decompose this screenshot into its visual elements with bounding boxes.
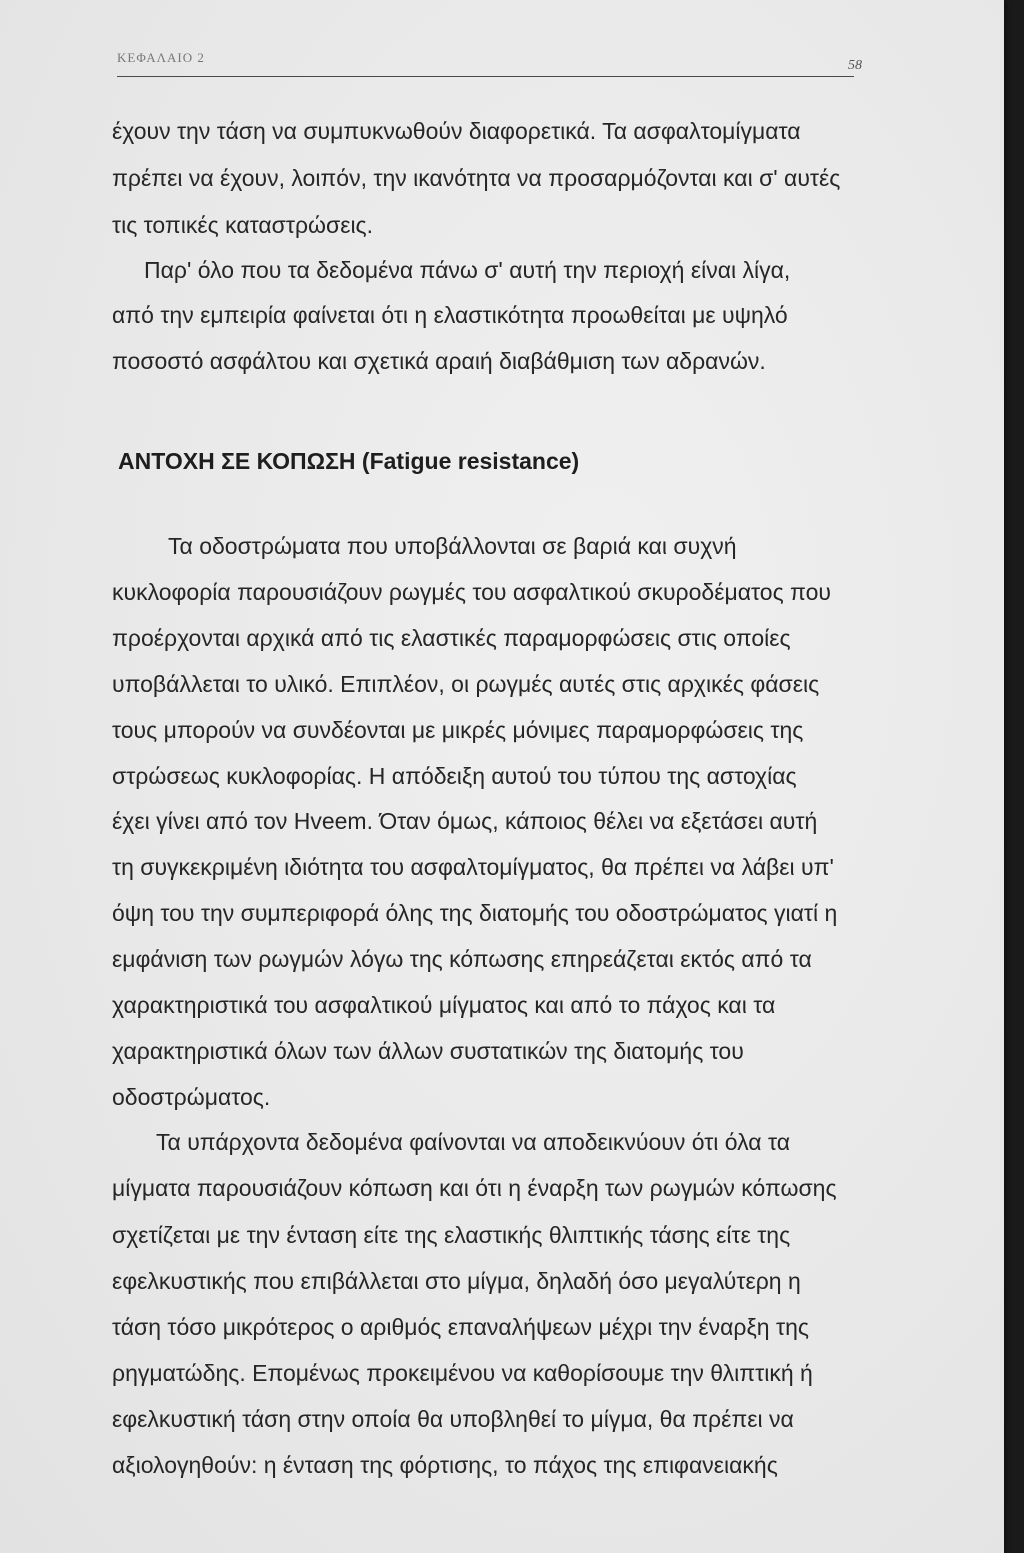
- text-line: χαρακτηριστικά όλων των άλλων συστατικών της διατομής του: [112, 1038, 744, 1064]
- text-line: ποσοστό ασφάλτου και σχετικά αραιή διαβάθμιση των αδρανών.: [112, 348, 766, 374]
- page-number: 58: [848, 58, 862, 73]
- page-header: [117, 46, 862, 77]
- text-line: κυκλοφορία παρουσιάζουν ρωγμές του ασφαλτικού σκυροδέματος που: [112, 579, 831, 605]
- text-line: τους μπορούν να συνδέονται με μικρές μόνιμες παραμορφώσεις της: [112, 717, 804, 743]
- section-heading: ΑΝΤΟΧΗ ΣΕ ΚΟΠΩΣΗ (Fatigue resistance): [118, 448, 580, 474]
- text-line: οδοστρώματος.: [112, 1084, 271, 1110]
- text-line: τις τοπικές καταστρώσεις.: [112, 212, 374, 238]
- text-line: έχουν την τάση να συμπυκνωθούν διαφορετικά. Τα ασφαλτομίγματα: [112, 118, 801, 144]
- text-line: Τα οδοστρώματα που υποβάλλονται σε βαριά και συχνή: [168, 533, 737, 559]
- text-line: σχετίζεται με την ένταση είτε της ελαστικής θλιπτικής τάσης είτε της: [112, 1222, 791, 1248]
- text-line: υποβάλλεται το υλικό. Επιπλέον, οι ρωγμές αυτές στις αρχικές φάσεις: [112, 671, 820, 697]
- text-line: εμφάνιση των ρωγμών λόγω της κόπωσης επηρεάζεται εκτός από τα: [112, 946, 812, 972]
- text-line: αξιολογηθούν: η ένταση της φόρτισης, το πάχος της επιφανειακής: [112, 1452, 778, 1478]
- text-line: εφελκυστική τάση στην οποία θα υποβληθεί το μίγμα, θα πρέπει να: [112, 1406, 794, 1432]
- text-line: έχει γίνει από τον Hveem. Όταν όμως, κάποιος θέλει να εξετάσει αυτή: [112, 808, 818, 834]
- text-line: τάση τόσο μικρότερος ο αριθμός επαναλήψεων μέχρι την έναρξη της: [112, 1314, 809, 1340]
- text-line: πρέπει να έχουν, λοιπόν, την ικανότητα να προσαρμόζονται και σ' αυτές: [112, 165, 841, 191]
- text-line: από την εμπειρία φαίνεται ότι η ελαστικότητα προωθείται με υψηλό: [112, 302, 788, 328]
- text-line: εφελκυστικής που επιβάλλεται στο μίγμα, δηλαδή όσο μεγαλύτερη η: [112, 1268, 801, 1294]
- text-line: προέρχονται αρχικά από τις ελαστικές παραμορφώσεις στις οποίες: [112, 625, 791, 651]
- chapter-title: ΚΕΦΑΛΑΙΟ 2: [117, 50, 205, 65]
- text-line: Παρ' όλο που τα δεδομένα πάνω σ' αυτή την περιοχή είναι λίγα,: [144, 257, 791, 283]
- text-line: Τα υπάρχοντα δεδομένα φαίνονται να αποδεικνύουν ότι όλα τα: [156, 1129, 791, 1155]
- text-line: μίγματα παρουσιάζουν κόπωση και ότι η έναρξη των ρωγμών κόπωσης: [112, 1175, 837, 1201]
- text-line: ρηγματώδης. Επομένως προκειμένου να καθορίσουμε την θλιπτική ή: [112, 1360, 813, 1386]
- text-line: τη συγκεκριμένη ιδιότητα του ασφαλτομίγματος, θα πρέπει να λάβει υπ': [112, 854, 834, 880]
- text-line: χαρακτηριστικά του ασφαλτικού μίγματος και από το πάχος και τα: [112, 992, 776, 1018]
- text-line: όψη του την συμπεριφορά όλης της διατομής του οδοστρώματος γιατί η: [112, 900, 838, 926]
- text-line: στρώσεως κυκλοφορίας. Η απόδειξη αυτού του τύπου της αστοχίας: [112, 763, 797, 789]
